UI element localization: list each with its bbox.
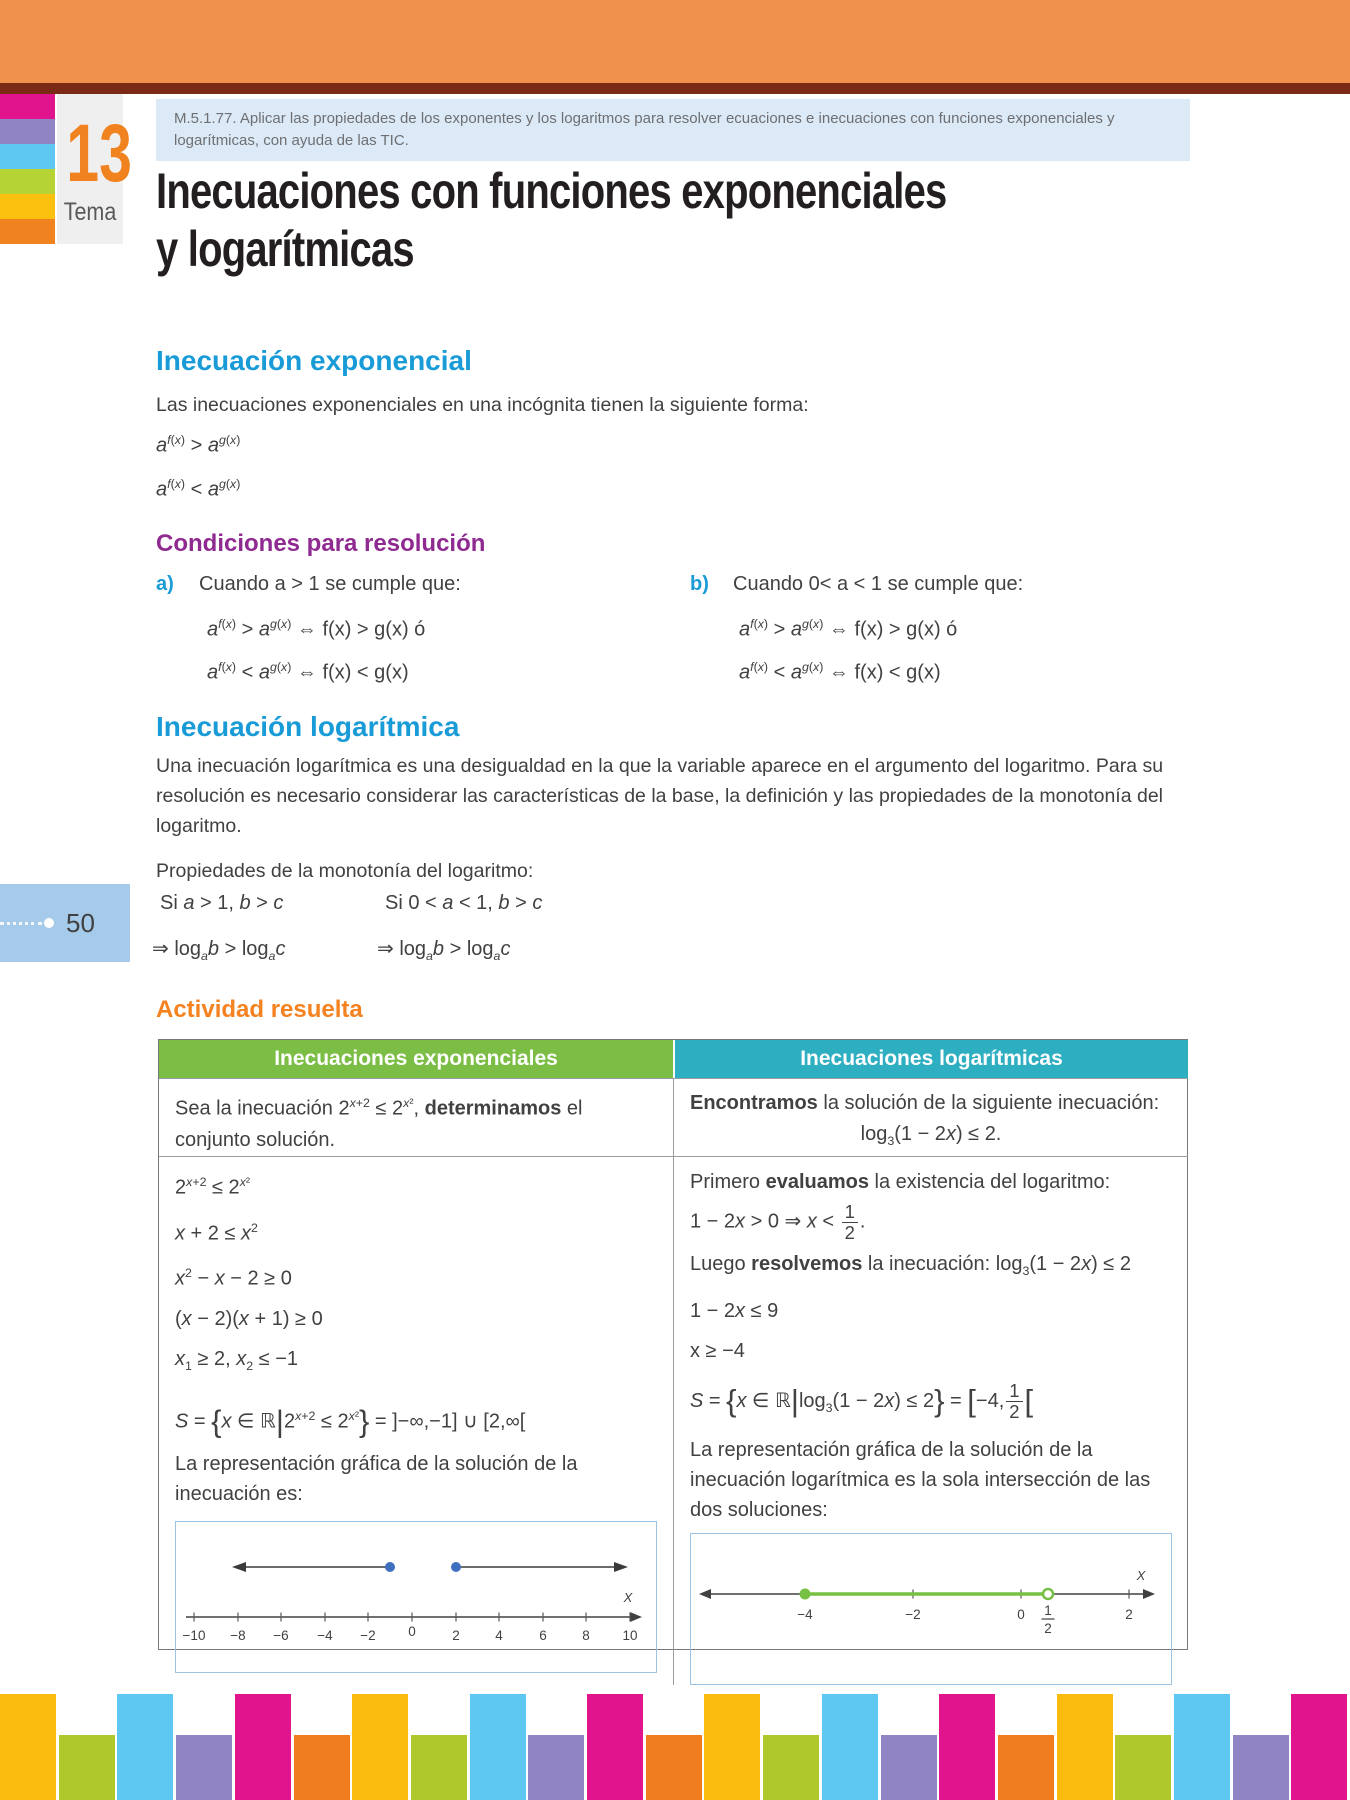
table-body-right [673, 1156, 1188, 1685]
footer-bar [1174, 1694, 1230, 1800]
left-step: $2^{x+2} \le 2^{x^2}$ [175, 1175, 251, 1199]
exponential-form-2: $a^{f(x)} < a^{g(x)}$ [156, 477, 241, 501]
tema-color-square [0, 119, 55, 144]
page-title-line2: y logarítmicas [156, 221, 414, 277]
tema-color-square [0, 194, 55, 219]
left-solution-set: S = {x ∈ $ℝ|2^{x+2} \le 2^{x^2}\} = ]-\infty,-1$] ∪ [2,∞[ [175, 1403, 526, 1439]
curriculum-note-text: M.5.1.77. Aplicar las propiedades de los exponentes y los logaritmos para resolver ecuaciones e inecuaciones con funciones exponenciales y logarítmicas, con ayuda de las TIC. [174, 110, 1115, 149]
left-step: $x^2 - x - 2 \ge 0$ [175, 1266, 292, 1290]
right-step: Primero evaluamos la existencia del logaritmo: [690, 1171, 1111, 1193]
right-number-line-box [690, 1533, 1172, 1685]
footer-bar [881, 1735, 937, 1800]
page-number-badge [0, 884, 130, 962]
footer-bar [294, 1735, 350, 1800]
footer-bar [1233, 1735, 1289, 1800]
footer-bar [411, 1735, 467, 1800]
table-header-logarithmic: Inecuaciones logarítmicas [673, 1040, 1188, 1078]
table-header-exponential: Inecuaciones exponenciales [159, 1040, 673, 1078]
left-step: $x + 2 \le x^2$ [175, 1220, 258, 1245]
condition-a-text: Cuando a > 1 se cumple que: [199, 573, 461, 595]
left-number-line [176, 1522, 656, 1672]
tick-label: 2 [452, 1627, 460, 1643]
tick-label: −4 [317, 1627, 333, 1643]
heading-exponential: Inecuación exponencial [156, 345, 472, 376]
right-step: 1 − 2x ≤ 9 [690, 1299, 779, 1322]
condition-a-rule2: $a^{f(x)} < a^{g(x)}$ ⇔ f(x) < g(x) [207, 660, 409, 684]
footer-bar [235, 1694, 291, 1800]
footer-bar [176, 1735, 232, 1800]
footer-bar [352, 1694, 408, 1800]
footer-bar [59, 1735, 115, 1800]
footer-bar [1291, 1694, 1347, 1800]
tema-color-square [0, 144, 55, 169]
footer-bar [587, 1694, 643, 1800]
dotted-leader [0, 922, 42, 925]
right-solution-set: S = {x ∈ $ℝ|\log_3(1 - 2x) \le 2\} = [-4$, $\frac{1}{2}$ [ [690, 1380, 1034, 1422]
arrowhead-right-icon [614, 1562, 628, 1572]
monotony-case1-then: ⇒ $\log_ab > \log_ac$ [152, 938, 286, 963]
tick-label: 0 [408, 1623, 416, 1639]
axis-label: X [1136, 1567, 1146, 1583]
tema-color-square [0, 219, 55, 244]
footer-bar [117, 1694, 173, 1800]
page-title [156, 162, 1216, 278]
left-graph-caption: La representación gráfica de la solución de la inecuación es: [175, 1452, 578, 1505]
condition-b-rule2: $a^{f(x)} < a^{g(x)}$ ⇔ f(x) < g(x) [739, 660, 941, 684]
heading-activity: Actividad resuelta [156, 996, 363, 1023]
monotony-case2-if: Si 0 < a < 1, b > c [385, 892, 543, 914]
top-banner [0, 0, 1350, 83]
footer-bar [470, 1694, 526, 1800]
monotony-case2-then: ⇒ $\log_ab > \log_ac$ [377, 938, 511, 963]
tick-label: 2 [1125, 1606, 1133, 1622]
tick-label: 8 [582, 1627, 590, 1643]
closed-point-icon [800, 1588, 811, 1599]
frac-tick-denominator: 2 [1044, 1620, 1052, 1636]
table-intro-right-line2: $\log_3(1 - 2x) \le 2$. [860, 1123, 1002, 1148]
right-number-line [691, 1534, 1171, 1684]
tick-label: 0 [1017, 1606, 1025, 1622]
page-title-line1: Inecuaciones con funciones exponenciales [156, 163, 947, 219]
axis-label: X [623, 1589, 633, 1605]
logarithmic-paragraph: Una inecuación logarítmica es una desigualdad en la que la variable aparece en el argumento del logaritmo. Para su resolución es necesario considerar las características de la base, la definición y las propiedades de la monotonía del logaritmo. [156, 755, 1164, 837]
axis-arrowhead-left-icon [699, 1589, 711, 1599]
curriculum-note [156, 99, 1190, 161]
footer-bar [998, 1735, 1054, 1800]
right-graph-caption: La representación gráfica de la solución de la inecuación logarítmica es la sola intersección de las dos soluciones: [690, 1438, 1151, 1521]
axis-arrowhead-right-icon [1143, 1589, 1155, 1599]
tema-color-square [0, 94, 55, 119]
arrowhead-left-icon [232, 1562, 246, 1572]
page-number: 50 [66, 907, 95, 938]
tema-color-strip [0, 94, 55, 244]
footer-bar [528, 1735, 584, 1800]
activity-table [158, 1039, 1188, 1650]
open-point-icon [1043, 1589, 1053, 1599]
heading-logarithmic: Inecuación logarítmica [156, 711, 460, 742]
tema-color-square [0, 169, 55, 194]
condition-a-rule1: $a^{f(x)} > a^{g(x)}$ ⇔ f(x) > g(x) ó [207, 617, 426, 641]
heading-conditions: Condiciones para resolución [156, 530, 486, 557]
tick-label: −2 [360, 1627, 376, 1643]
tick-label: 4 [495, 1627, 503, 1643]
tema-badge [57, 94, 132, 244]
top-banner-stripe [0, 83, 1350, 94]
tema-label: Tema [63, 198, 117, 226]
closed-point-icon [451, 1562, 461, 1572]
condition-b-text: Cuando 0< a < 1 se cumple que: [733, 573, 1024, 595]
leader-dot-icon [44, 918, 54, 928]
right-step: 1 − 2x > 0 ⇒ x < $\frac{1}{2}$ . [690, 1201, 866, 1243]
footer-bar [0, 1694, 56, 1800]
condition-b-rule1: $a^{f(x)} > a^{g(x)}$ ⇔ f(x) > g(x) ó [739, 617, 958, 641]
table-body-left [159, 1156, 673, 1685]
footer-bar [822, 1694, 878, 1800]
table-intro-left: Sea la inecuación $2^{x+2} \le 2^{x^2}$, determinamos el conjunto solución. [159, 1078, 673, 1156]
tick-label: −10 [182, 1627, 206, 1643]
table-intro-right [673, 1078, 1188, 1156]
tema-number: 13 [66, 108, 132, 199]
tick-label: 10 [622, 1627, 638, 1643]
tick-label: −2 [905, 1606, 921, 1622]
frac-tick-numerator: 1 [1044, 1602, 1052, 1618]
exponential-intro: Las inecuaciones exponenciales en una incógnita tienen la siguiente forma: [156, 394, 809, 416]
tick-label: −4 [797, 1606, 813, 1622]
footer-bar [1115, 1735, 1171, 1800]
closed-point-icon [385, 1562, 395, 1572]
tick-label: 6 [539, 1627, 547, 1643]
footer-bar [704, 1694, 760, 1800]
footer-bar [1057, 1694, 1113, 1800]
left-step: $x_1 \ge 2$, $x_2 \le -1$ [175, 1347, 299, 1373]
footer-color-bars [0, 1694, 1350, 1800]
monotony-intro: Propiedades de la monotonía del logaritmo: [156, 860, 534, 882]
monotony-case1-if: Si a > 1, b > c [160, 892, 284, 914]
footer-bar [939, 1694, 995, 1800]
condition-a-label: a) [156, 573, 174, 595]
tick-label: −8 [230, 1627, 246, 1643]
right-step: x ≥ −4 [690, 1339, 745, 1362]
left-number-line-box [175, 1521, 657, 1673]
condition-b-label: b) [690, 573, 709, 595]
exponential-form-1: $a^{f(x)} > a^{g(x)}$ [156, 433, 241, 457]
footer-bar [646, 1735, 702, 1800]
footer-bar [763, 1735, 819, 1800]
right-step: Luego resolvemos la inecuación: $\log_3(1 - 2x) \le 2$ [690, 1252, 1131, 1278]
axis-arrowhead-icon [630, 1612, 642, 1622]
tick-label: −6 [273, 1627, 289, 1643]
left-step: (x − 2)(x + 1) ≥ 0 [175, 1307, 323, 1330]
table-intro-right-line1: Encontramos la solución de la siguiente inecuación: [690, 1092, 1160, 1114]
